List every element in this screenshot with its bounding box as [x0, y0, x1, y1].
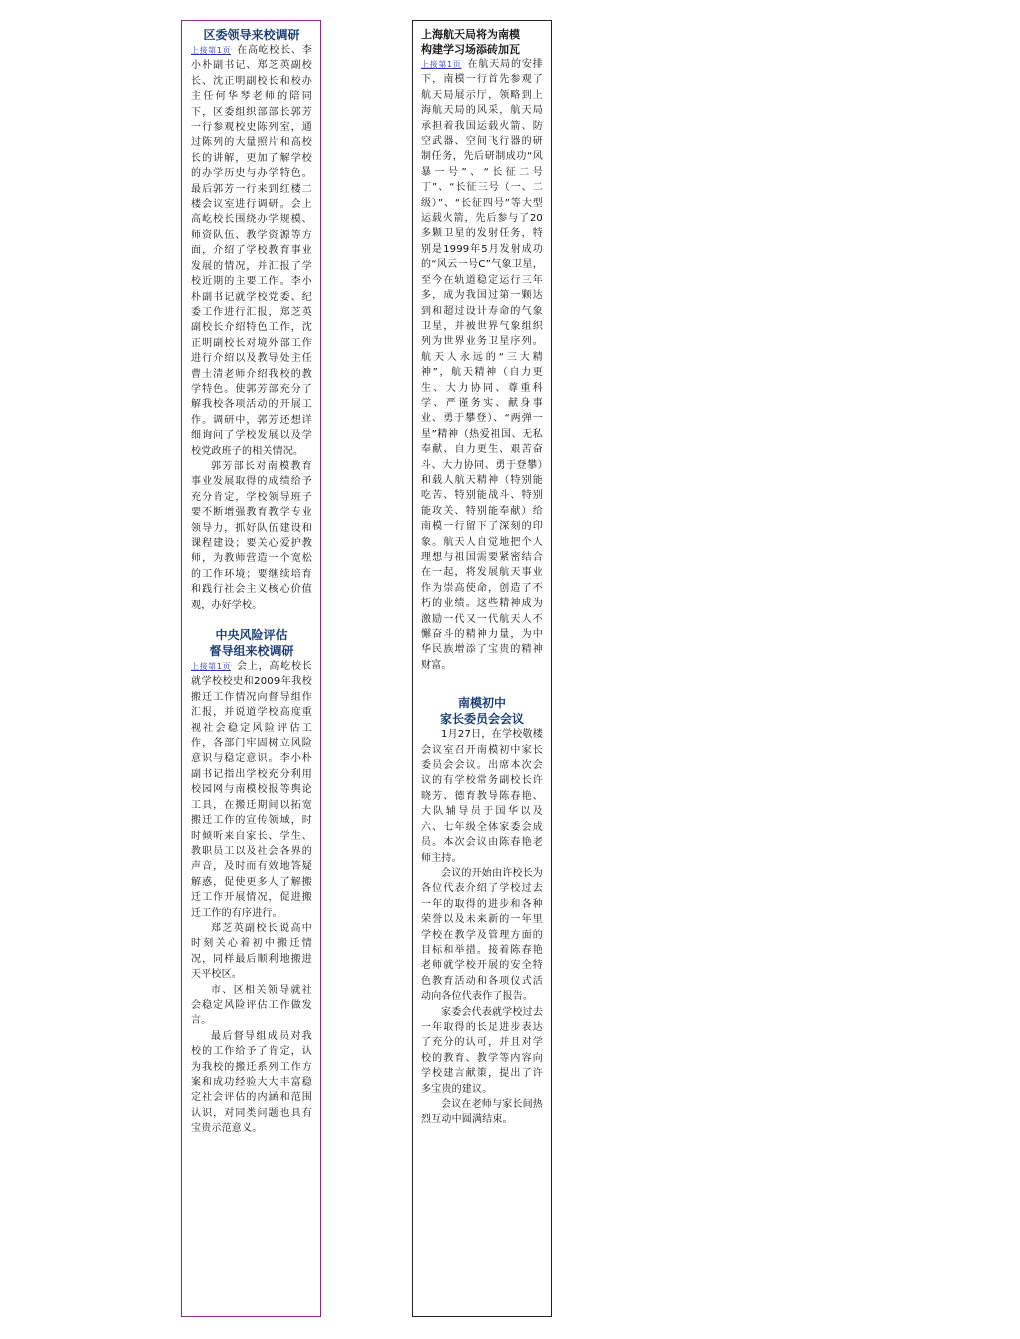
continued-from-link[interactable]: 上接第1页: [421, 60, 462, 69]
continued-from-link[interactable]: 上接第1页: [191, 46, 232, 55]
article-paragraph: 上接第1页 在航天局的安排下，南模一行首先参观了航天局展示厅，领略到上海航天局的风采，航天局承担着我国运载火箭、防空武器、空间飞行器的研制任务，先后研制成功“风暴一号”、“长征二号丁”、“长征三号（一、二级）”、“长征四号”等大型运载火箭，先后参与了20多颗卫星的发射任务，特别是1999年5月发射成功的“风云一号C”气象卫星，至今在轨道稳定运行三年多，成为我国过第一颗达到和超过设计寿命的气象卫星，并被世界气象组织列为世界业务卫星序列。航天人永远的“三大精神”，航天精神（自力更生、大力协同、尊重科学、严谨务实、献身事业、勇于攀登）、“两弹一星”精神（热爱祖国、无私奉献、自力更生、艰苦奋斗、大力协同、勇于登攀）和载人航天精神（特别能吃苦、特别能战斗、特别能攻关、特别能奉献）给南模一行留下了深刻的印象。航天人自觉地把个人理想与祖国需要紧密结合在一起，将发展航天事业作为崇高使命，创造了不朽的业绩。这些精神成为激励一代又一代航天人不懈奋斗的精神力量，为中华民族增添了宝贵的精神财富。: [421, 59, 543, 671]
article-paragraph: 郭芳部长对南模教育事业发展取得的成绩给予充分肯定，学校领导班子要不断增强教育教学专业领导力，抓好队伍建设和课程建设；要关心爱护教师，为教师营造一个宽松的工作环境；要继续培育和践行社会主义核心价值观，办好学校。: [191, 460, 312, 611]
article-paragraph: 会议的开始由许校长为各位代表介绍了学校过去一年的取得的进步和各种荣誉以及未来新的一年里学校在教学及管理方面的目标和举措。接着陈春艳老师就学校开展的安全特色教育活动和各项仪式活动向各位代表作了报告。: [421, 867, 543, 1003]
article-risk-assessment: [191, 627, 312, 1137]
article-paragraph: 会议在老师与家长间热烈互动中圆满结束。: [421, 1099, 543, 1126]
article-title: 中央风险评估 督导组来校调研: [209, 628, 294, 659]
article-paragraph: 家委会代表就学校过去一年取得的长足进步表达了充分的认可，并且对学校的教育、教学等内容向学校建言献策，提出了许多宝贵的建议。: [421, 1006, 543, 1095]
article-title: 南模初中 家长委员会会议: [439, 696, 524, 727]
article-paragraph: 1月27日，在学校敬楼会议室召开南模初中家长委员会会议。出席本次会议的有学校常务副校长许晓芳、德育教导陈春艳、大队辅导员于国华以及六、七年级全体家委会成员。本次会议由陈春艳老师主持。: [421, 729, 543, 864]
article-paragraph: 上接第1页 在高屹校长、李小朴副书记、郑芝英副校长、沈正明副校长和校办主任何华琴老师的陪同下，区委组织部部长郭芳一行参观校史陈列室，通过陈列的大量照片和高校长的讲解，更加了解学校的办学历史与办学特色。最后郭芳一行来到红楼二楼会议室进行调研。会上高屹校长围绕办学规模、师资队伍、教学资源等方面，介绍了学校教育事业发展的情况，并汇报了学校近期的主要工作。李小朴副书记就学校党委、纪委工作进行汇报，郑芝英副校长介绍特色工作，沈正明副校长对境外部工作进行介绍以及教导处主任曹土清老师介绍我校的教学特色。使郭芳部充分了解我校各项活动的开展工作。调研中，郭芳还想详细询问了学校发展以及学校党政班子的相关情况。: [191, 45, 312, 457]
right-column: [412, 20, 552, 1317]
article-paragraph: 上接第1页 会上，高屹校长就学校校史和2009年我校搬迁工作情况向督导组作汇报，并说道学校高度重视社会稳定风险评估工作，各部门牢固树立风险意识与稳定意识。李小朴副书记指出学校充分利用校园网与南模校报等舆论工具，在搬迁期间以拓宽搬迁工作的宣传领域，时时倾听来自家长、学生、教职员工以及社会各界的声音，及时而有效地答疑解惑，促使更多人了解搬迁工作开展情况，促进搬迁工作的有序进行。: [191, 661, 312, 919]
article-parent-committee: [421, 695, 543, 1128]
article-paragraph: 市、区相关领导就社会稳定风险评估工作做发言。: [191, 984, 312, 1027]
article-aerospace-bureau: [421, 27, 543, 673]
left-column: [181, 20, 321, 1317]
article-title: 上海航天局将为南模 构建学习场添砖加瓦: [421, 28, 520, 56]
continued-from-link[interactable]: 上接第1页: [191, 662, 232, 672]
article-paragraph: 最后督导组成员对我校的工作给予了肯定，认为我校的搬迁系列工作方案和成功经验大大丰富稳定社会评估的内涵和范围认识，对同类问题也具有宝贵示范意义。: [191, 1030, 312, 1135]
article-paragraph: 郑芝英副校长说高中时刻关心着初中搬迁情况，同样最后顺利地搬进天平校区。: [191, 922, 312, 981]
article-district-visit: [191, 27, 312, 613]
article-title: 区委领导来校调研: [203, 28, 300, 42]
